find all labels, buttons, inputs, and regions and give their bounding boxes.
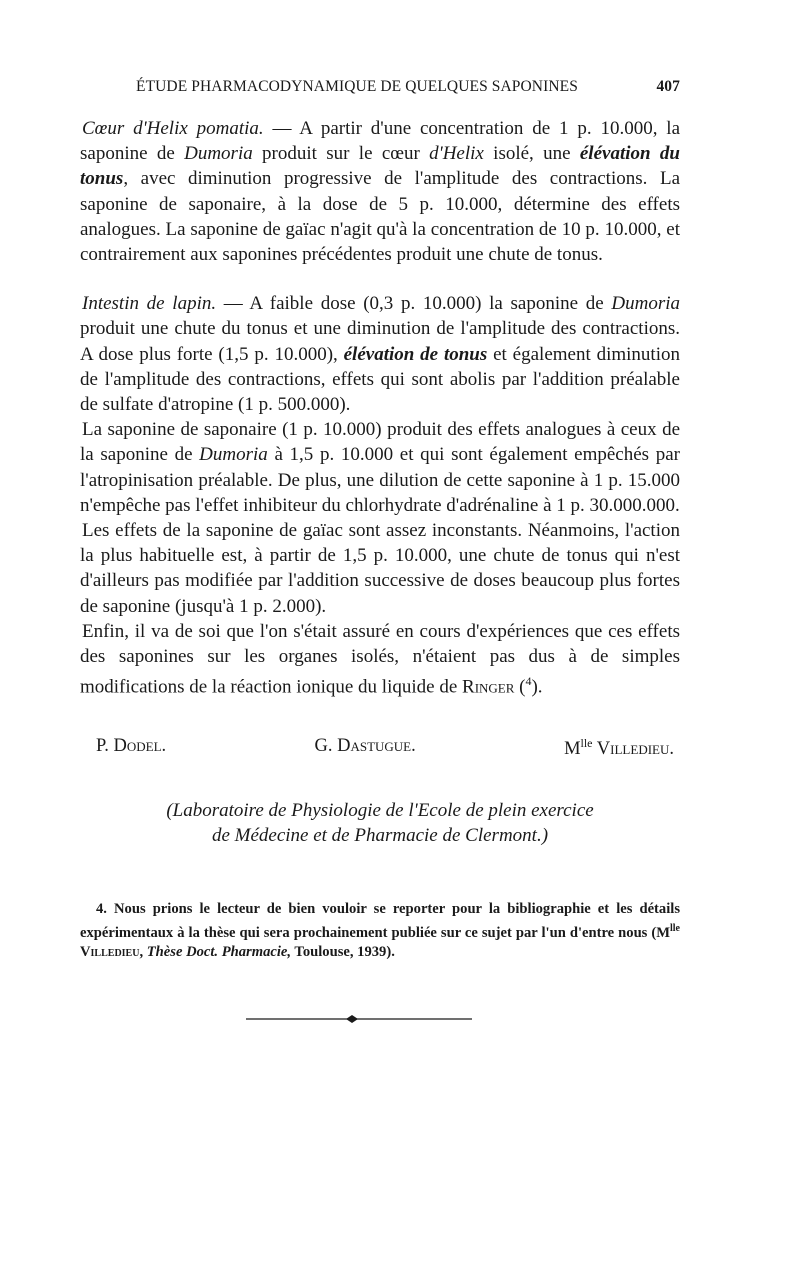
author-3	[564, 736, 674, 760]
running-header	[136, 78, 680, 96]
affiliation-line-2: de Médecine et de Pharmacie de Clermont.)	[211, 824, 549, 846]
text-run: à 1,5 p. 10.000 et qui sont également empêchés par l'atropinisation préalable. De plus, une dilution de cette saponine à 1 p. 15.000 n'empêche pas l'effet inhibiteur du chlorhydrate d'adrénaline à 1 p. 30.000.000.	[80, 444, 680, 516]
paragraph-gaiac: Les effets de la saponine de gaïac sont assez inconstants. Néanmoins, l'action la plus habituelle est, à partir de 1,5 p. 10.000, une chute de tonus qui n'est d'ailleurs pas modifiée par l'addition successive de doses beaucoup plus fortes de saponine (jusqu'à 1 p. 2.000).	[80, 520, 680, 617]
affiliation	[80, 798, 680, 848]
italic-run: Dumoria	[611, 293, 680, 315]
text-run: — A faible dose (0,3 p. 10.000) la saponine de	[216, 293, 612, 315]
author-2	[314, 736, 415, 760]
text-run: — A partir d'une concentration de 1 p. 10.000, la saponine de	[80, 118, 681, 165]
text-run: produit une chute du tonus et une diminution de l'amplitude des contractions. A dose plus forte (1,5 p. 10.000),	[80, 318, 680, 365]
small-caps-run: Villedieu	[80, 943, 140, 960]
text-run: produit sur le cœur	[252, 143, 430, 165]
author-initial: P.	[96, 735, 114, 756]
emphasis-run: élévation de tonus	[343, 343, 488, 365]
footnote-ref: 4	[525, 674, 532, 689]
text-run: et également diminution de l'amplitude des contractions, effets qui sont abolis par l'addition préalable de sulfate d'atropine (1 p. 500.000).	[80, 343, 680, 416]
italic-run: Dumoria	[184, 143, 253, 165]
author-1	[96, 736, 166, 760]
author-name: Dastugue.	[337, 735, 416, 756]
footnote-sup: lle	[670, 922, 680, 934]
paragraph-enfin	[80, 619, 680, 700]
text-run: Nous prions le lecteur de bien vouloir se reporter pour la bibliographie et les détails expérimentaux à la thèse qui sera prochainement publiée sur ce sujet par l'un d'entre nous (M	[80, 900, 680, 941]
footnote	[80, 900, 680, 962]
author-name: Villedieu.	[592, 738, 674, 759]
footnote-number: 4.	[96, 900, 107, 917]
page-number: 407	[656, 78, 680, 95]
text-run: Toulouse, 1939).	[291, 943, 395, 960]
section-title-intestin: Intestin de lapin.	[82, 293, 217, 315]
text-run: Enfin, il va de soi que l'on s'était assuré en cours d'expériences que ces effets des saponines sur les organes isolés, n'étaient pas dus à de simples modifications de la réaction ionique du liquide de	[80, 620, 680, 698]
author-title-sup: lle	[580, 735, 593, 750]
paragraph-intestin	[80, 291, 680, 417]
small-caps-run: Ringer	[462, 676, 515, 698]
text-run: , avec diminution progressive de l'amplitude des contractions. La saponine de saponaire, à la dose de 5 p. 10.000, détermine des effets analogues. La saponine de gaïac n'agit qu'à la concentration de 10 p. 10.000, et contrairement aux saponines précédentes produit une chute de tonus.	[80, 168, 680, 266]
affiliation-line-1: (Laboratoire de Physiologie de l'Ecole de plein exercice	[166, 799, 594, 821]
diamond-icon	[346, 1015, 358, 1023]
body-text	[80, 116, 680, 700]
author-initial: M	[564, 738, 581, 759]
text-run: ,	[139, 943, 147, 960]
text-run: La saponine de saponaire (1 p. 10.000) produit des effets analogues à ceux de la saponine de	[80, 419, 680, 466]
section-title-helix: Cœur d'Helix pomatia.	[82, 118, 264, 139]
italic-run: Thèse Doct. Pharmacie,	[146, 943, 292, 960]
emphasis-run: élévation du tonus	[80, 143, 680, 190]
author-initial: G.	[314, 735, 338, 756]
end-ornament	[246, 1014, 472, 1024]
author-list	[80, 736, 680, 760]
author-name: Dodel.	[113, 735, 167, 756]
text-run: isolé, une	[483, 143, 580, 165]
page	[80, 78, 680, 962]
text-run: ).	[531, 676, 543, 698]
paragraph-helix	[80, 116, 680, 267]
paragraph-saponaire	[80, 417, 680, 518]
running-title: ÉTUDE PHARMACODYNAMIQUE DE QUELQUES SAPONINES	[136, 78, 578, 95]
italic-run: Dumoria	[199, 444, 268, 466]
text-run: (	[514, 676, 526, 698]
italic-run: d'Helix	[429, 143, 484, 165]
